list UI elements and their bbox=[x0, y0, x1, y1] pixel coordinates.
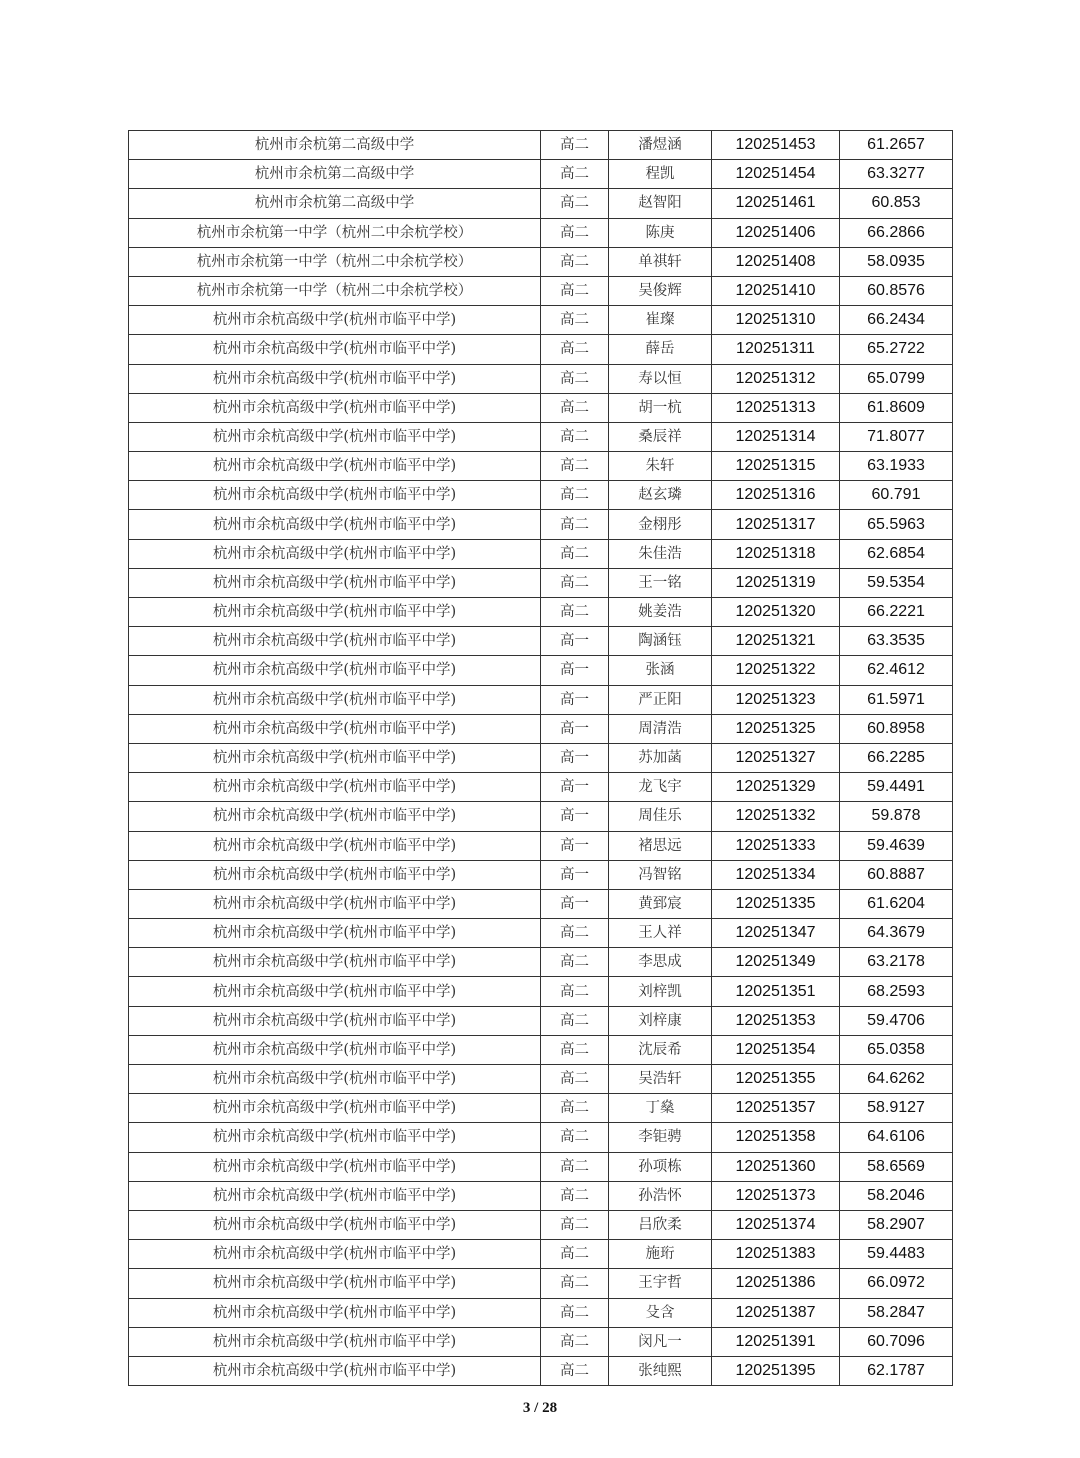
student-name-cell: 金栩彤 bbox=[609, 510, 712, 539]
student-name-cell: 寿以恒 bbox=[609, 364, 712, 393]
score-cell: 62.4612 bbox=[840, 656, 953, 685]
score-cell: 66.2221 bbox=[840, 598, 953, 627]
table-row bbox=[129, 1356, 953, 1385]
school-cell: 杭州市余杭高级中学(杭州市临平中学) bbox=[129, 1094, 541, 1123]
school-cell: 杭州市余杭第一中学（杭州二中余杭学校） bbox=[129, 218, 541, 247]
student-name-cell: 王宇哲 bbox=[609, 1269, 712, 1298]
grade-cell: 高二 bbox=[541, 452, 609, 481]
school-cell: 杭州市余杭高级中学(杭州市临平中学) bbox=[129, 364, 541, 393]
student-id-cell: 120251317 bbox=[712, 510, 840, 539]
student-id-cell: 120251316 bbox=[712, 481, 840, 510]
grade-cell: 高一 bbox=[541, 860, 609, 889]
student-id-cell: 120251353 bbox=[712, 1006, 840, 1035]
school-cell: 杭州市余杭高级中学(杭州市临平中学) bbox=[129, 1152, 541, 1181]
score-cell: 68.2593 bbox=[840, 977, 953, 1006]
table-row bbox=[129, 1181, 953, 1210]
student-name-cell: 吕欣柔 bbox=[609, 1210, 712, 1239]
grade-cell: 高二 bbox=[541, 539, 609, 568]
score-cell: 65.5963 bbox=[840, 510, 953, 539]
school-cell: 杭州市余杭第二高级中学 bbox=[129, 189, 541, 218]
student-id-cell: 120251322 bbox=[712, 656, 840, 685]
student-name-cell: 孙项栋 bbox=[609, 1152, 712, 1181]
school-cell: 杭州市余杭高级中学(杭州市临平中学) bbox=[129, 1210, 541, 1239]
grade-cell: 高二 bbox=[541, 189, 609, 218]
table-row bbox=[129, 306, 953, 335]
student-name-cell: 吴浩轩 bbox=[609, 1065, 712, 1094]
grade-cell: 高一 bbox=[541, 773, 609, 802]
student-name-cell: 孙浩怀 bbox=[609, 1181, 712, 1210]
student-id-cell: 120251374 bbox=[712, 1210, 840, 1239]
school-cell: 杭州市余杭高级中学(杭州市临平中学) bbox=[129, 1240, 541, 1269]
table-row bbox=[129, 627, 953, 656]
grade-cell: 高二 bbox=[541, 568, 609, 597]
table-row bbox=[129, 860, 953, 889]
student-id-cell: 120251360 bbox=[712, 1152, 840, 1181]
student-name-cell: 殳含 bbox=[609, 1298, 712, 1327]
student-name-cell: 潘煜涵 bbox=[609, 131, 712, 160]
school-cell: 杭州市余杭高级中学(杭州市临平中学) bbox=[129, 1327, 541, 1356]
grade-cell: 高二 bbox=[541, 1006, 609, 1035]
school-cell: 杭州市余杭高级中学(杭州市临平中学) bbox=[129, 743, 541, 772]
student-name-cell: 陶涵钰 bbox=[609, 627, 712, 656]
student-name-cell: 闵凡一 bbox=[609, 1327, 712, 1356]
score-cell: 65.2722 bbox=[840, 335, 953, 364]
grade-cell: 高二 bbox=[541, 481, 609, 510]
student-name-cell: 张纯熙 bbox=[609, 1356, 712, 1385]
school-cell: 杭州市余杭高级中学(杭州市临平中学) bbox=[129, 481, 541, 510]
student-name-cell: 胡一杭 bbox=[609, 393, 712, 422]
student-name-cell: 李思成 bbox=[609, 948, 712, 977]
student-name-cell: 周佳乐 bbox=[609, 802, 712, 831]
student-name-cell: 施珩 bbox=[609, 1240, 712, 1269]
score-cell: 62.6854 bbox=[840, 539, 953, 568]
school-cell: 杭州市余杭高级中学(杭州市临平中学) bbox=[129, 1006, 541, 1035]
grade-cell: 高一 bbox=[541, 802, 609, 831]
student-id-cell: 120251351 bbox=[712, 977, 840, 1006]
student-name-cell: 李钜骋 bbox=[609, 1123, 712, 1152]
score-cell: 65.0799 bbox=[840, 364, 953, 393]
score-cell: 61.6204 bbox=[840, 889, 953, 918]
student-id-cell: 120251395 bbox=[712, 1356, 840, 1385]
student-id-cell: 120251320 bbox=[712, 598, 840, 627]
score-cell: 63.1933 bbox=[840, 452, 953, 481]
grade-cell: 高二 bbox=[541, 919, 609, 948]
page-number: 3 / 28 bbox=[522, 1400, 558, 1416]
student-id-cell: 120251373 bbox=[712, 1181, 840, 1210]
score-cell: 61.8609 bbox=[840, 393, 953, 422]
score-cell: 58.0935 bbox=[840, 247, 953, 276]
score-cell: 59.4483 bbox=[840, 1240, 953, 1269]
table-row bbox=[129, 452, 953, 481]
student-name-cell: 周清浩 bbox=[609, 714, 712, 743]
grade-cell: 高一 bbox=[541, 656, 609, 685]
student-id-cell: 120251355 bbox=[712, 1065, 840, 1094]
school-cell: 杭州市余杭高级中学(杭州市临平中学) bbox=[129, 393, 541, 422]
table-row bbox=[129, 831, 953, 860]
score-cell: 60.8958 bbox=[840, 714, 953, 743]
score-cell: 59.4639 bbox=[840, 831, 953, 860]
table-row bbox=[129, 919, 953, 948]
grade-cell: 高二 bbox=[541, 1181, 609, 1210]
school-cell: 杭州市余杭第二高级中学 bbox=[129, 160, 541, 189]
grade-cell: 高二 bbox=[541, 1065, 609, 1094]
score-cell: 58.2046 bbox=[840, 1181, 953, 1210]
student-id-cell: 120251358 bbox=[712, 1123, 840, 1152]
score-cell: 65.0358 bbox=[840, 1035, 953, 1064]
table-row bbox=[129, 1152, 953, 1181]
student-id-cell: 120251310 bbox=[712, 306, 840, 335]
student-id-cell: 120251312 bbox=[712, 364, 840, 393]
grade-cell: 高一 bbox=[541, 743, 609, 772]
school-cell: 杭州市余杭高级中学(杭州市临平中学) bbox=[129, 1269, 541, 1298]
grade-cell: 高二 bbox=[541, 1298, 609, 1327]
grade-cell: 高二 bbox=[541, 1240, 609, 1269]
school-cell: 杭州市余杭第一中学（杭州二中余杭学校） bbox=[129, 276, 541, 305]
grade-cell: 高二 bbox=[541, 364, 609, 393]
score-cell: 60.791 bbox=[840, 481, 953, 510]
student-name-cell: 陈庚 bbox=[609, 218, 712, 247]
student-id-cell: 120251315 bbox=[712, 452, 840, 481]
student-id-cell: 120251329 bbox=[712, 773, 840, 802]
table-row bbox=[129, 1327, 953, 1356]
school-cell: 杭州市余杭高级中学(杭州市临平中学) bbox=[129, 1065, 541, 1094]
grade-cell: 高二 bbox=[541, 598, 609, 627]
student-name-cell: 程凯 bbox=[609, 160, 712, 189]
grade-cell: 高二 bbox=[541, 1269, 609, 1298]
student-id-cell: 120251410 bbox=[712, 276, 840, 305]
student-name-cell: 单祺轩 bbox=[609, 247, 712, 276]
table-row bbox=[129, 218, 953, 247]
student-name-cell: 张涵 bbox=[609, 656, 712, 685]
table-row bbox=[129, 1269, 953, 1298]
score-cell: 64.3679 bbox=[840, 919, 953, 948]
table-row bbox=[129, 1298, 953, 1327]
student-id-cell: 120251386 bbox=[712, 1269, 840, 1298]
school-cell: 杭州市余杭高级中学(杭州市临平中学) bbox=[129, 860, 541, 889]
table-row bbox=[129, 598, 953, 627]
student-name-cell: 赵玄璘 bbox=[609, 481, 712, 510]
grade-cell: 高一 bbox=[541, 685, 609, 714]
score-cell: 63.2178 bbox=[840, 948, 953, 977]
table-row bbox=[129, 1210, 953, 1239]
school-cell: 杭州市余杭高级中学(杭州市临平中学) bbox=[129, 539, 541, 568]
grade-cell: 高二 bbox=[541, 218, 609, 247]
student-id-cell: 120251391 bbox=[712, 1327, 840, 1356]
table-row bbox=[129, 802, 953, 831]
school-cell: 杭州市余杭高级中学(杭州市临平中学) bbox=[129, 568, 541, 597]
student-id-cell: 120251318 bbox=[712, 539, 840, 568]
student-name-cell: 赵智阳 bbox=[609, 189, 712, 218]
grade-cell: 高二 bbox=[541, 335, 609, 364]
school-cell: 杭州市余杭高级中学(杭州市临平中学) bbox=[129, 1035, 541, 1064]
student-name-cell: 丁燊 bbox=[609, 1094, 712, 1123]
student-id-cell: 120251461 bbox=[712, 189, 840, 218]
student-id-cell: 120251325 bbox=[712, 714, 840, 743]
grade-cell: 高二 bbox=[541, 1123, 609, 1152]
student-id-cell: 120251453 bbox=[712, 131, 840, 160]
grade-cell: 高一 bbox=[541, 889, 609, 918]
student-name-cell: 刘梓康 bbox=[609, 1006, 712, 1035]
table-row bbox=[129, 1006, 953, 1035]
table-row bbox=[129, 160, 953, 189]
grade-cell: 高二 bbox=[541, 160, 609, 189]
student-id-cell: 120251387 bbox=[712, 1298, 840, 1327]
score-cell: 66.0972 bbox=[840, 1269, 953, 1298]
score-cell: 66.2285 bbox=[840, 743, 953, 772]
table-row bbox=[129, 422, 953, 451]
school-cell: 杭州市余杭高级中学(杭州市临平中学) bbox=[129, 510, 541, 539]
table-row bbox=[129, 364, 953, 393]
table-row bbox=[129, 568, 953, 597]
score-cell: 58.9127 bbox=[840, 1094, 953, 1123]
student-id-cell: 120251408 bbox=[712, 247, 840, 276]
student-score-table bbox=[128, 130, 953, 1386]
school-cell: 杭州市余杭第二高级中学 bbox=[129, 131, 541, 160]
table-row bbox=[129, 189, 953, 218]
school-cell: 杭州市余杭高级中学(杭州市临平中学) bbox=[129, 598, 541, 627]
score-cell: 59.4706 bbox=[840, 1006, 953, 1035]
score-cell: 60.8576 bbox=[840, 276, 953, 305]
table-row bbox=[129, 743, 953, 772]
table-row bbox=[129, 948, 953, 977]
student-name-cell: 冯智铭 bbox=[609, 860, 712, 889]
school-cell: 杭州市余杭高级中学(杭州市临平中学) bbox=[129, 714, 541, 743]
student-id-cell: 120251454 bbox=[712, 160, 840, 189]
student-id-cell: 120251333 bbox=[712, 831, 840, 860]
student-id-cell: 120251357 bbox=[712, 1094, 840, 1123]
table-row bbox=[129, 510, 953, 539]
school-cell: 杭州市余杭高级中学(杭州市临平中学) bbox=[129, 1123, 541, 1152]
table-row bbox=[129, 1094, 953, 1123]
student-name-cell: 朱佳浩 bbox=[609, 539, 712, 568]
student-name-cell: 吴俊辉 bbox=[609, 276, 712, 305]
student-id-cell: 120251327 bbox=[712, 743, 840, 772]
student-id-cell: 120251321 bbox=[712, 627, 840, 656]
student-name-cell: 龙飞宇 bbox=[609, 773, 712, 802]
student-id-cell: 120251334 bbox=[712, 860, 840, 889]
school-cell: 杭州市余杭高级中学(杭州市临平中学) bbox=[129, 889, 541, 918]
grade-cell: 高二 bbox=[541, 948, 609, 977]
school-cell: 杭州市余杭高级中学(杭州市临平中学) bbox=[129, 306, 541, 335]
grade-cell: 高二 bbox=[541, 247, 609, 276]
table-row bbox=[129, 276, 953, 305]
grade-cell: 高二 bbox=[541, 977, 609, 1006]
student-id-cell: 120251349 bbox=[712, 948, 840, 977]
table-row bbox=[129, 1123, 953, 1152]
table-body bbox=[129, 131, 953, 1386]
school-cell: 杭州市余杭高级中学(杭州市临平中学) bbox=[129, 627, 541, 656]
grade-cell: 高二 bbox=[541, 1094, 609, 1123]
school-cell: 杭州市余杭高级中学(杭州市临平中学) bbox=[129, 685, 541, 714]
school-cell: 杭州市余杭高级中学(杭州市临平中学) bbox=[129, 977, 541, 1006]
grade-cell: 高二 bbox=[541, 393, 609, 422]
score-cell: 64.6262 bbox=[840, 1065, 953, 1094]
school-cell: 杭州市余杭高级中学(杭州市临平中学) bbox=[129, 422, 541, 451]
school-cell: 杭州市余杭高级中学(杭州市临平中学) bbox=[129, 452, 541, 481]
student-id-cell: 120251383 bbox=[712, 1240, 840, 1269]
score-cell: 61.2657 bbox=[840, 131, 953, 160]
score-cell: 58.2907 bbox=[840, 1210, 953, 1239]
table-row bbox=[129, 393, 953, 422]
table-row bbox=[129, 247, 953, 276]
school-cell: 杭州市余杭高级中学(杭州市临平中学) bbox=[129, 831, 541, 860]
student-id-cell: 120251313 bbox=[712, 393, 840, 422]
school-cell: 杭州市余杭高级中学(杭州市临平中学) bbox=[129, 773, 541, 802]
student-name-cell: 苏加菡 bbox=[609, 743, 712, 772]
score-cell: 62.1787 bbox=[840, 1356, 953, 1385]
student-name-cell: 朱轩 bbox=[609, 452, 712, 481]
student-id-cell: 120251311 bbox=[712, 335, 840, 364]
school-cell: 杭州市余杭第一中学（杭州二中余杭学校） bbox=[129, 247, 541, 276]
grade-cell: 高一 bbox=[541, 714, 609, 743]
grade-cell: 高二 bbox=[541, 510, 609, 539]
score-cell: 60.853 bbox=[840, 189, 953, 218]
student-name-cell: 黄郅宸 bbox=[609, 889, 712, 918]
score-cell: 60.7096 bbox=[840, 1327, 953, 1356]
table-row bbox=[129, 335, 953, 364]
student-id-cell: 120251335 bbox=[712, 889, 840, 918]
student-id-cell: 120251406 bbox=[712, 218, 840, 247]
table-row bbox=[129, 714, 953, 743]
grade-cell: 高二 bbox=[541, 1210, 609, 1239]
student-name-cell: 桑辰祥 bbox=[609, 422, 712, 451]
table-row bbox=[129, 685, 953, 714]
school-cell: 杭州市余杭高级中学(杭州市临平中学) bbox=[129, 1298, 541, 1327]
student-name-cell: 崔璨 bbox=[609, 306, 712, 335]
grade-cell: 高二 bbox=[541, 1152, 609, 1181]
grade-cell: 高二 bbox=[541, 306, 609, 335]
school-cell: 杭州市余杭高级中学(杭州市临平中学) bbox=[129, 1356, 541, 1385]
grade-cell: 高二 bbox=[541, 1356, 609, 1385]
table-row bbox=[129, 481, 953, 510]
grade-cell: 高二 bbox=[541, 1327, 609, 1356]
student-name-cell: 严正阳 bbox=[609, 685, 712, 714]
score-cell: 66.2866 bbox=[840, 218, 953, 247]
grade-cell: 高二 bbox=[541, 1035, 609, 1064]
school-cell: 杭州市余杭高级中学(杭州市临平中学) bbox=[129, 919, 541, 948]
score-cell: 71.8077 bbox=[840, 422, 953, 451]
table-row bbox=[129, 977, 953, 1006]
grade-cell: 高二 bbox=[541, 276, 609, 305]
student-name-cell: 沈辰希 bbox=[609, 1035, 712, 1064]
table-row bbox=[129, 889, 953, 918]
school-cell: 杭州市余杭高级中学(杭州市临平中学) bbox=[129, 335, 541, 364]
score-cell: 60.8887 bbox=[840, 860, 953, 889]
student-name-cell: 薛岳 bbox=[609, 335, 712, 364]
grade-cell: 高一 bbox=[541, 627, 609, 656]
score-cell: 63.3535 bbox=[840, 627, 953, 656]
school-cell: 杭州市余杭高级中学(杭州市临平中学) bbox=[129, 802, 541, 831]
table-row bbox=[129, 656, 953, 685]
score-cell: 58.6569 bbox=[840, 1152, 953, 1181]
score-cell: 66.2434 bbox=[840, 306, 953, 335]
student-name-cell: 王人祥 bbox=[609, 919, 712, 948]
table-row bbox=[129, 1065, 953, 1094]
student-name-cell: 王一铭 bbox=[609, 568, 712, 597]
score-cell: 63.3277 bbox=[840, 160, 953, 189]
student-id-cell: 120251332 bbox=[712, 802, 840, 831]
student-id-cell: 120251314 bbox=[712, 422, 840, 451]
grade-cell: 高二 bbox=[541, 422, 609, 451]
student-name-cell: 刘梓凯 bbox=[609, 977, 712, 1006]
table-row bbox=[129, 1035, 953, 1064]
student-id-cell: 120251354 bbox=[712, 1035, 840, 1064]
score-cell: 59.5354 bbox=[840, 568, 953, 597]
table-row bbox=[129, 773, 953, 802]
grade-cell: 高一 bbox=[541, 831, 609, 860]
score-cell: 59.4491 bbox=[840, 773, 953, 802]
score-cell: 59.878 bbox=[840, 802, 953, 831]
table-row bbox=[129, 539, 953, 568]
grade-cell: 高二 bbox=[541, 131, 609, 160]
student-id-cell: 120251323 bbox=[712, 685, 840, 714]
score-cell: 61.5971 bbox=[840, 685, 953, 714]
school-cell: 杭州市余杭高级中学(杭州市临平中学) bbox=[129, 948, 541, 977]
student-name-cell: 褚思远 bbox=[609, 831, 712, 860]
student-name-cell: 姚姜浩 bbox=[609, 598, 712, 627]
table-row bbox=[129, 1240, 953, 1269]
score-cell: 64.6106 bbox=[840, 1123, 953, 1152]
school-cell: 杭州市余杭高级中学(杭州市临平中学) bbox=[129, 1181, 541, 1210]
score-cell: 58.2847 bbox=[840, 1298, 953, 1327]
table-row bbox=[129, 131, 953, 160]
student-id-cell: 120251347 bbox=[712, 919, 840, 948]
school-cell: 杭州市余杭高级中学(杭州市临平中学) bbox=[129, 656, 541, 685]
student-id-cell: 120251319 bbox=[712, 568, 840, 597]
